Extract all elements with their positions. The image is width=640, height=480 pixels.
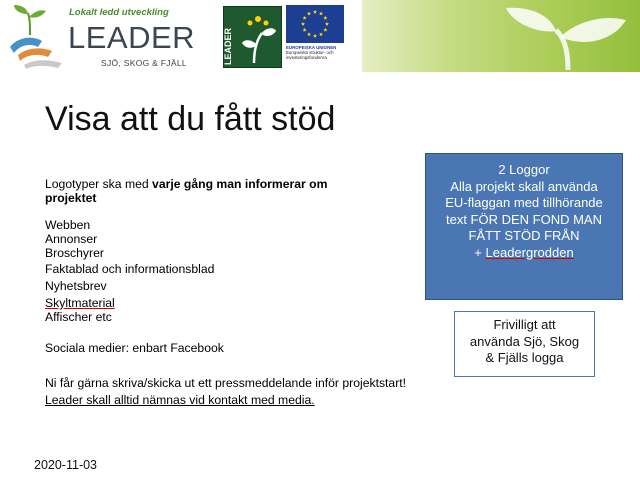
press-release-note: Ni får gärna skriva/skicka ut ett pressmeddelande inför projektstart!: [45, 376, 407, 390]
callout-line: Frivilligt att: [493, 317, 556, 332]
eu-flag-icon: [286, 5, 344, 43]
slide-title: Visa att du fått stöd: [45, 100, 336, 138]
callout-line: [426, 245, 622, 262]
leadergrodden-text: Leadergrodden: [485, 244, 574, 260]
tagline-text: Lokalt ledd utveckling: [69, 7, 169, 18]
list-item: Faktablad och informationsblad: [45, 262, 215, 276]
slide-date: 2020-11-03: [34, 458, 98, 472]
leader-logo-icon: [224, 7, 281, 67]
callout-line: 2 Loggor: [498, 162, 550, 177]
intro-paragraph: [45, 177, 345, 205]
intro-bold-text: varje gång man informerar om projektet: [45, 177, 328, 205]
social-media-note: Sociala medier: enbart Facebook: [45, 341, 224, 355]
list-item: Affischer etc: [45, 310, 112, 324]
list-item: Annonser: [45, 232, 98, 246]
optional-logo-callout-box: [454, 311, 595, 377]
list-item: Webben: [45, 218, 91, 232]
callout-line: använda Sjö, Skog: [469, 333, 580, 349]
callout-line: EU-flaggan med tillhörande: [445, 195, 603, 211]
list-item: Nyhetsbrev: [45, 279, 107, 293]
hands-sprout-icon: [8, 5, 68, 69]
callout-line: & Fjälls logga: [485, 350, 564, 366]
header-banner: [0, 0, 640, 72]
eu-caption-line: investeringsfonderna: [286, 55, 327, 60]
eu-caption: [286, 45, 350, 60]
callout-line: text FÖR DEN FOND MAN: [445, 211, 602, 227]
eu-caption-line: Europeiska struktur- och: [286, 50, 334, 55]
eu-flag-logo: [286, 5, 350, 69]
intro-text: Logotyper ska med: [45, 177, 153, 191]
list-item: Broschyrer: [45, 246, 104, 260]
media-contact-note: Leader skall alltid nämnas vid kontakt med media.: [45, 393, 315, 407]
eu-caption-title: EUROPEISKA UNIONEN: [286, 45, 337, 50]
leader-sjo-skog-fjall-logo: [6, 3, 202, 69]
callout-line: Alla projekt skall använda: [450, 178, 598, 194]
region-name: SJÖ, SKOG & FJÄLL: [101, 58, 187, 68]
leader-vertical-text: LEADER: [224, 27, 233, 65]
leader-wordmark: LEADER: [68, 20, 196, 55]
list-item: Skyltmaterial: [45, 296, 115, 310]
eu-leader-logo: [223, 6, 282, 68]
sprout-watermark-icon: [498, 4, 630, 70]
callout-prefix: +: [474, 244, 486, 260]
callout-line: FÅTT STÖD FRÅN: [468, 228, 580, 244]
logos-callout-box: [425, 153, 623, 300]
